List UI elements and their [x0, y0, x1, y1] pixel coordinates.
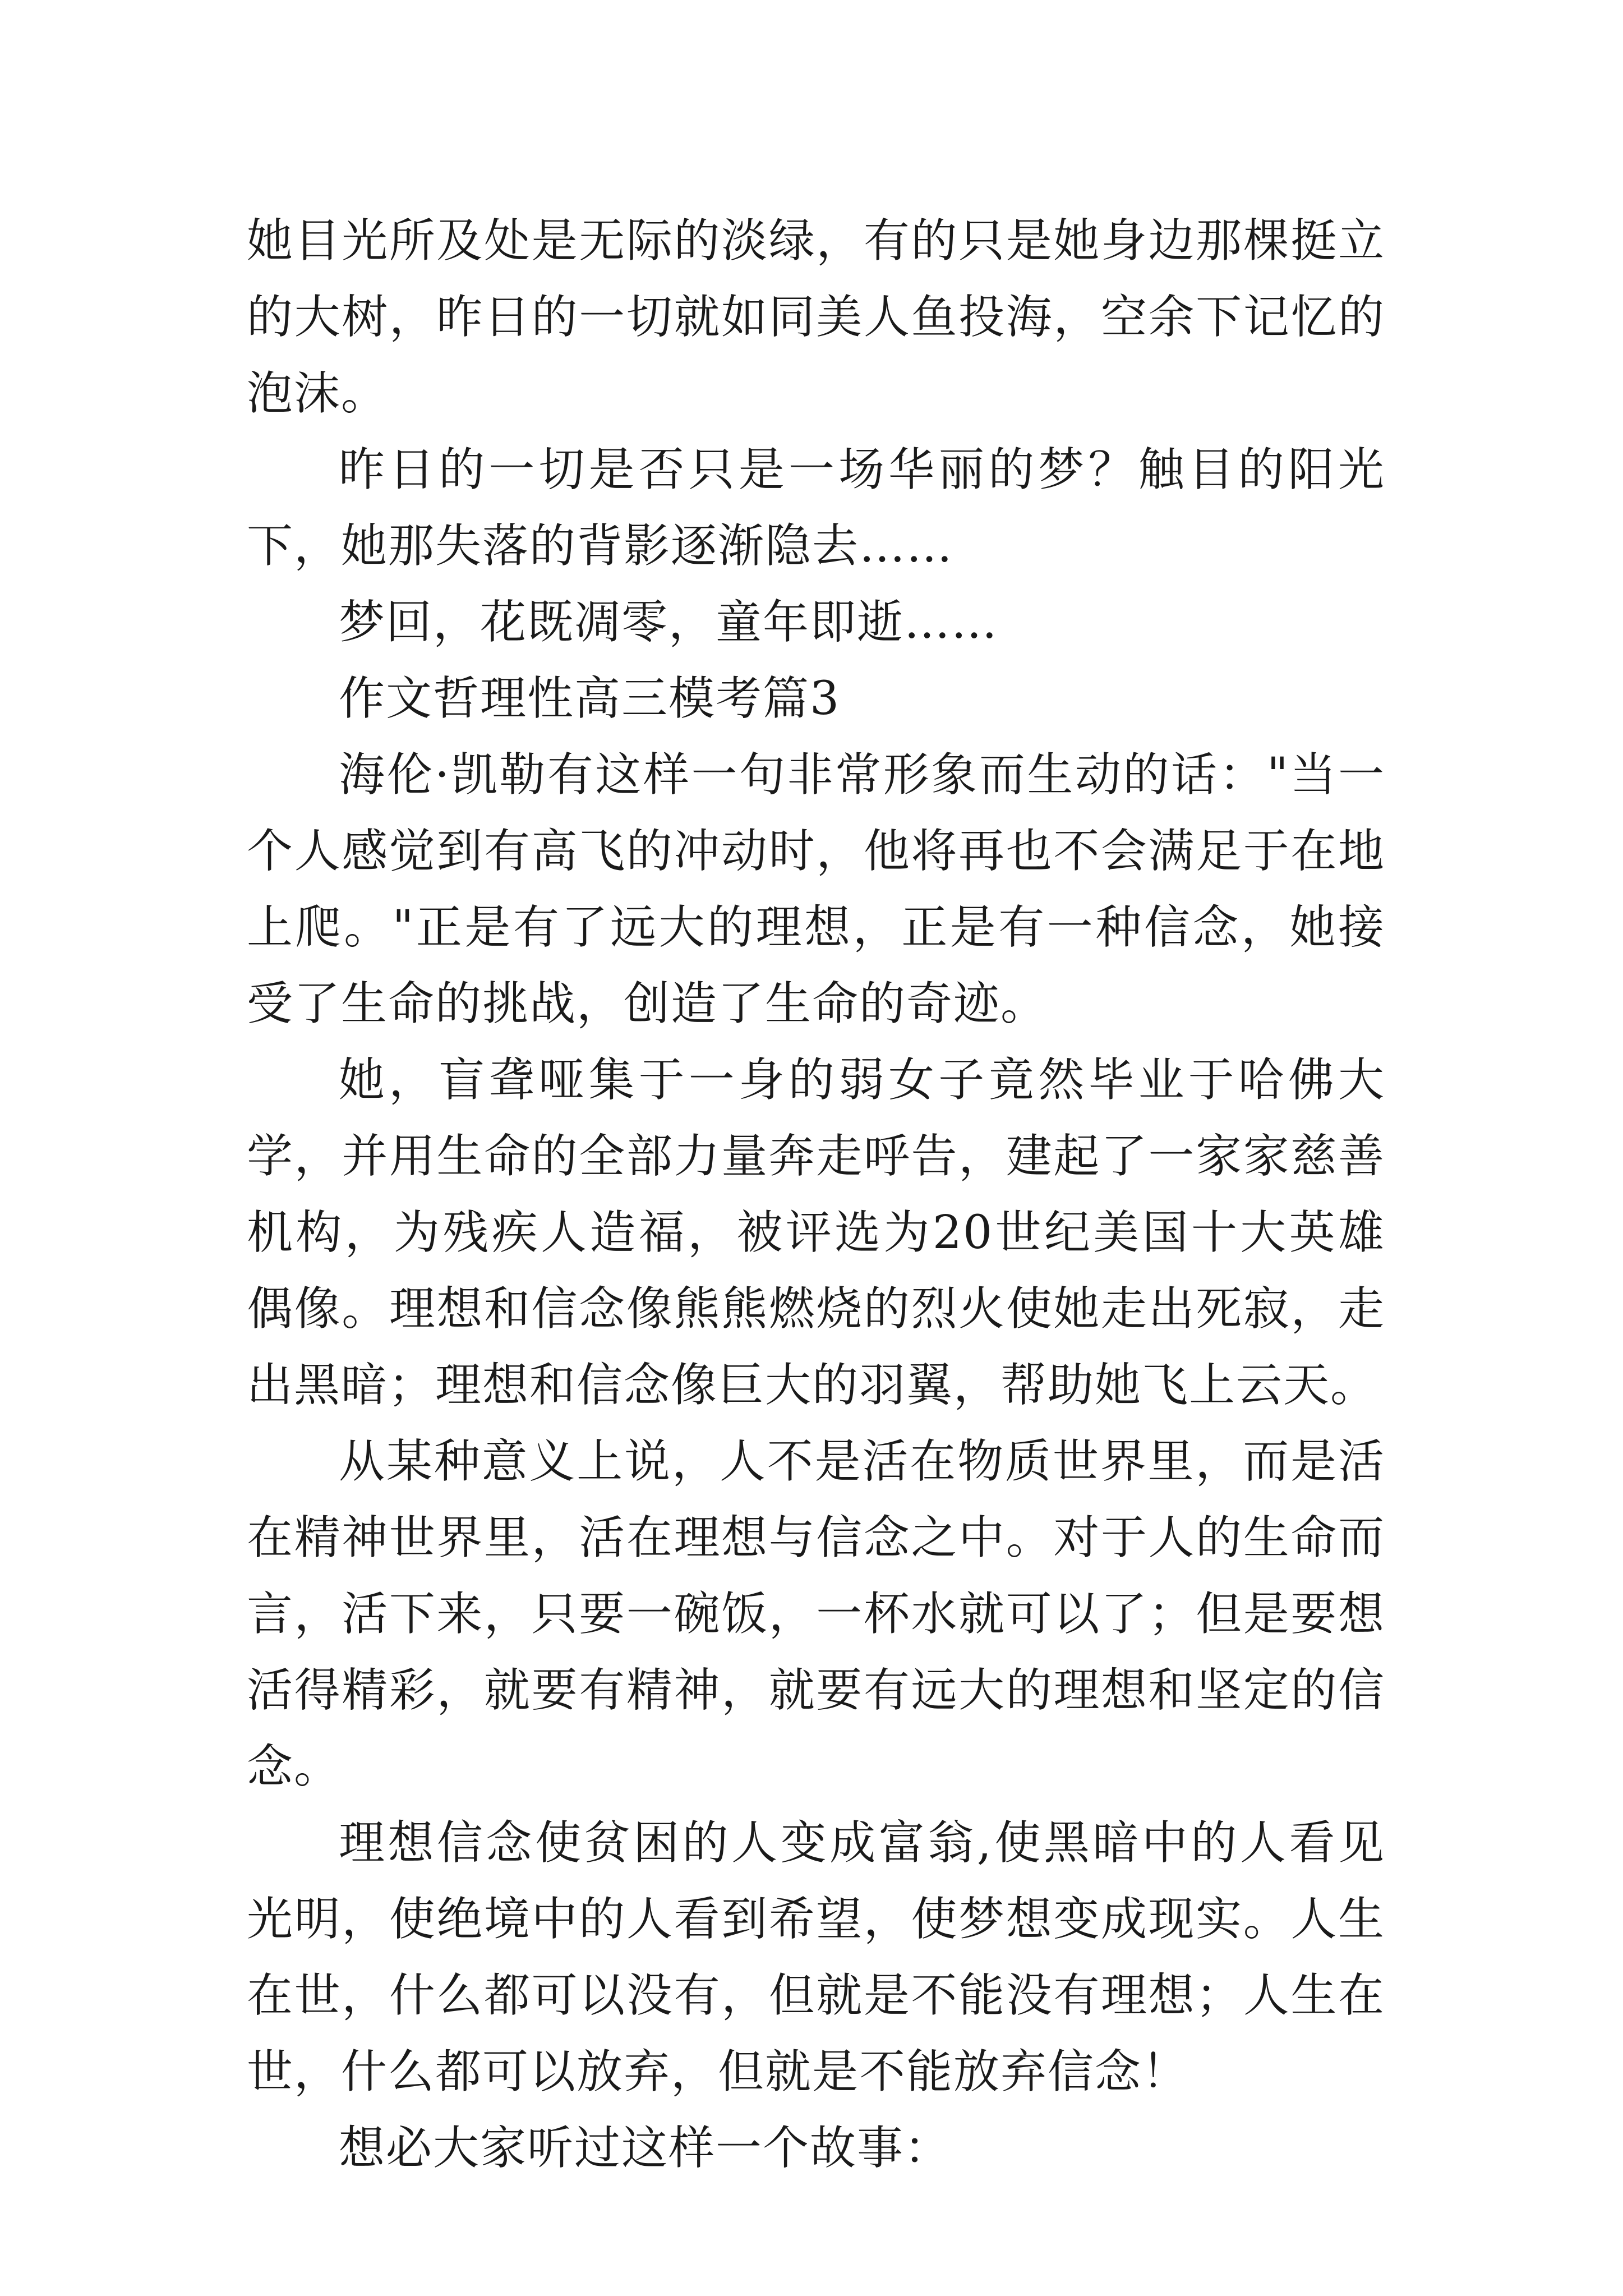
paragraph-9: 想必大家听过这样一个故事： [339, 2122, 952, 2175]
paragraph-1: 她目光所及处是无际的淡绿，有的只是她身边那棵挺立的大树，昨日的一切就如同美人鱼投海，空余下记忆的泡沫。 [247, 214, 1385, 420]
section-heading: 作文哲理性高三模考篇3 [339, 672, 841, 725]
document-body [247, 203, 1385, 2187]
paragraph-5: 海伦·凯勒有这样一句非常形象而生动的话："当一个人感觉到有高飞的冲动时，他将再也不会满足于在地上爬。"正是有了远大的理想，正是有一种信念，她接受了生命的挑战，创造了生命的奇迹。 [247, 748, 1385, 1030]
paragraph-7: 从某种意义上说，人不是活在物质世界里，而是活在精神世界里，活在理想与信念之中。对于人的生命而言，活下来，只要一碗饭，一杯水就可以了；但是要想活得精彩，就要有精神，就要有远大的理想和坚定的信念。 [247, 1435, 1385, 1793]
paragraph-2: 昨日的一切是否只是一场华丽的梦？触目的阳光下，她那失落的背影逐渐隐去…… [247, 443, 1385, 573]
paragraph-6: 她，盲聋哑集于一身的弱女子竟然毕业于哈佛大学，并用生命的全部力量奔走呼告，建起了一家家慈善机构，为残疾人造福，被评选为20世纪美国十大英雄偶像。理想和信念像熊熊燃烧的烈火使她走出死寂，走出黑暗；理想和信念像巨大的羽翼，帮助她飞上云天。 [247, 1053, 1385, 1412]
paragraph-3: 梦回，花既凋零，童年即逝…… [339, 596, 999, 649]
paragraph-8: 理想信念使贫困的人变成富翁,使黑暗中的人看见光明，使绝境中的人看到希望，使梦想变成现实。人生在世，什么都可以没有，但就是不能没有理想；人生在世，什么都可以放弃，但就是不能放弃信念！ [247, 1816, 1385, 2099]
